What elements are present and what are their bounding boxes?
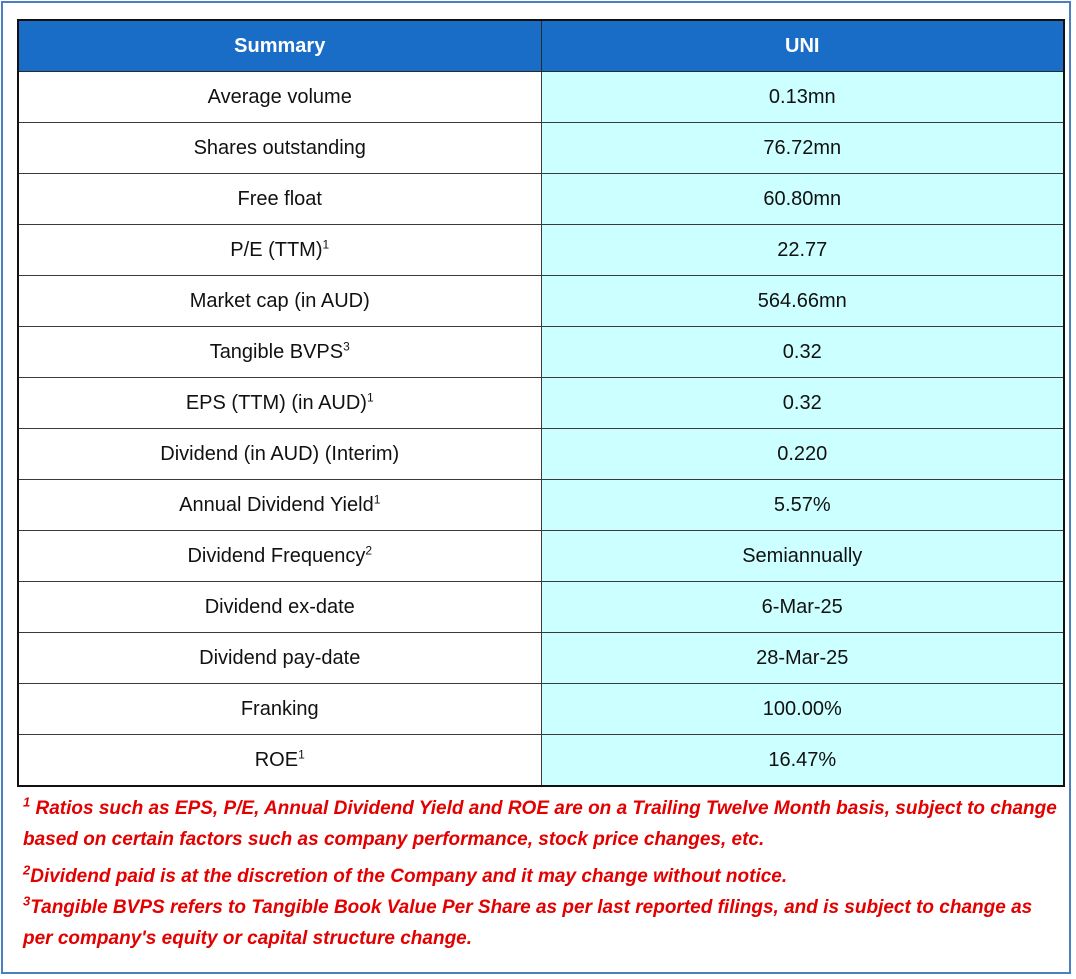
table-row [18, 123, 1064, 174]
row-label-text: Free float [237, 187, 322, 210]
footnotes [23, 793, 1063, 954]
row-label-text: P/E (TTM) [230, 238, 323, 261]
table-row [18, 633, 1064, 684]
footnote-marker: 3 [23, 893, 31, 909]
row-label [18, 582, 541, 633]
row-footnote-marker: 3 [343, 338, 350, 353]
row-value: 100.00% [541, 684, 1064, 735]
row-label [18, 72, 541, 123]
row-label-text: Franking [240, 697, 319, 720]
row-label-text: Annual Dividend Yield [179, 493, 374, 516]
row-label-text: EPS (TTM) (in AUD) [185, 391, 367, 414]
row-label [18, 276, 541, 327]
row-value: 22.77 [541, 225, 1064, 276]
row-label [18, 633, 541, 684]
row-label [18, 225, 541, 276]
row-value: 28-Mar-25 [541, 633, 1064, 684]
table-row [18, 735, 1064, 787]
table-header-row [18, 20, 1064, 72]
table-row [18, 480, 1064, 531]
row-label-text: ROE [254, 748, 299, 771]
footnote-text: Tangible BVPS refers to Tangible Book Value Per Share as per last reported filings, and is subject to change as per company's equity or capital structure change. [23, 897, 1033, 949]
table-row [18, 72, 1064, 123]
row-label [18, 174, 541, 225]
row-footnote-marker: 2 [365, 542, 373, 557]
table-row [18, 582, 1064, 633]
row-value: 16.47% [541, 735, 1064, 787]
table-row [18, 225, 1064, 276]
footnote-3 [23, 892, 1063, 954]
row-label-text: Market cap (in AUD) [189, 289, 370, 312]
row-label [18, 327, 541, 378]
row-label [18, 531, 541, 582]
row-label-text: Dividend (in AUD) (Interim) [160, 442, 400, 465]
summary-card [1, 1, 1071, 974]
table-row [18, 174, 1064, 225]
row-value: 0.13mn [541, 72, 1064, 123]
row-value: 564.66mn [541, 276, 1064, 327]
header-summary: Summary [18, 20, 541, 72]
footnote-2 [23, 861, 1063, 892]
row-label [18, 684, 541, 735]
row-label [18, 123, 541, 174]
row-value: 60.80mn [541, 174, 1064, 225]
row-value: 0.220 [541, 429, 1064, 480]
row-label [18, 429, 541, 480]
row-footnote-marker: 1 [366, 389, 374, 404]
row-footnote-marker: 1 [373, 491, 381, 506]
table-row [18, 276, 1064, 327]
row-value: 0.32 [541, 378, 1064, 429]
row-label [18, 378, 541, 429]
table-row [18, 327, 1064, 378]
row-value: Semiannually [541, 531, 1064, 582]
row-label [18, 735, 541, 787]
row-label [18, 480, 541, 531]
summary-table [17, 19, 1065, 787]
row-value: 0.32 [541, 327, 1064, 378]
footnote-marker: 1 [23, 794, 31, 810]
table-row [18, 531, 1064, 582]
row-label-text: Tangible BVPS [209, 340, 344, 363]
row-footnote-marker: 1 [322, 236, 330, 251]
row-label-text: Dividend pay-date [199, 646, 361, 669]
table-row [18, 684, 1064, 735]
row-label-text: Dividend Frequency [187, 544, 366, 567]
row-value: 5.57% [541, 480, 1064, 531]
row-label-text: Shares outstanding [193, 136, 366, 159]
row-value: 6-Mar-25 [541, 582, 1064, 633]
footnote-1 [23, 793, 1063, 855]
table-row [18, 429, 1064, 480]
header-ticker: UNI [541, 20, 1064, 72]
footnote-marker: 2 [23, 862, 31, 878]
row-label-text: Average volume [207, 85, 352, 108]
table-row [18, 378, 1064, 429]
row-footnote-marker: 1 [298, 746, 305, 761]
row-label-text: Dividend ex-date [204, 595, 355, 618]
footnote-text: Ratios such as EPS, P/E, Annual Dividend Yield and ROE are on a Trailing Twelve Month basis, subject to change based on certain factors such as company performance, stock price changes, etc. [23, 798, 1057, 850]
row-value: 76.72mn [541, 123, 1064, 174]
footnote-text: Dividend paid is at the discretion of the Company and it may change without notice. [30, 866, 788, 887]
